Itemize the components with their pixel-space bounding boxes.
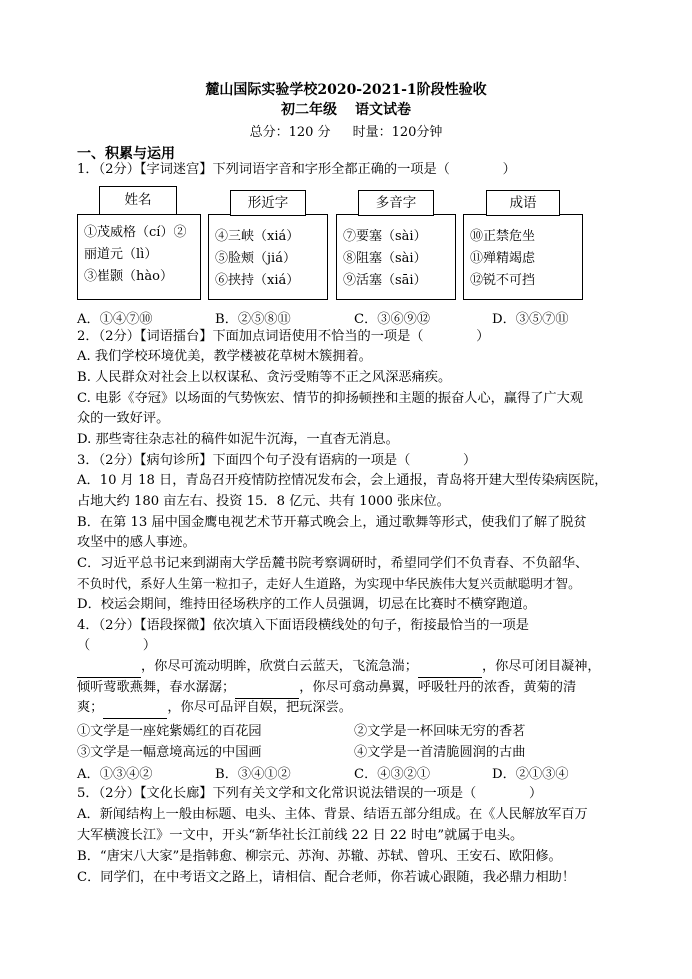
q4-choice: ④文学是一首清脆圆润的古曲 bbox=[354, 745, 526, 760]
q4-choice: ②文学是一杯回味无穷的香茗 bbox=[354, 724, 526, 739]
q3-option-line: B．在第 13 届中国金鹰电视艺术节开幕式晚会上，通过歌舞等形式，使我们了解了脱贫 bbox=[77, 515, 587, 530]
grade-label: 初二年级 bbox=[281, 102, 337, 118]
q3-stem: 3．（2分）【病句诊所】下面四个句子没有语病的一项是（ ） bbox=[77, 453, 477, 468]
q4-paren: （ ） bbox=[77, 638, 157, 653]
subject-label: 语文试卷 bbox=[355, 102, 411, 118]
q3-option-line: C．习近平总书记来到湖南大学岳麓书院考察调研时，希望同学们不负青春、不负韶华、 bbox=[77, 556, 589, 571]
q3-option-line: 攻坚中的感人事迹。 bbox=[77, 535, 196, 550]
q1-box-item: ⑨活塞（sāi） bbox=[343, 273, 427, 288]
q1-label-polyphones: 多音字 bbox=[358, 190, 434, 216]
answer-blank[interactable] bbox=[77, 657, 141, 678]
section-heading: 一、积累与运用 bbox=[77, 146, 175, 162]
time-limit: 时量：120分钟 bbox=[352, 125, 443, 140]
exam-subtitle bbox=[0, 99, 692, 119]
q4-option-a: A．①③④② bbox=[77, 767, 153, 782]
q1-box-polyphones bbox=[336, 214, 456, 300]
q2-option-line: D. 那些寄往杂志社的稿件如泥牛沉海，一直杳无消息。 bbox=[77, 432, 399, 447]
q1-option-a: A．①④⑦⑩ bbox=[77, 312, 153, 327]
q2-option-line: B. 人民群众对社会上以权谋私、贪污受贿等不正之风深恶痛疾。 bbox=[77, 370, 452, 385]
q1-box-item: ⑩正禁危坐 bbox=[470, 229, 536, 244]
q1-option-c: C．③⑥⑨⑫ bbox=[354, 312, 431, 327]
q3-option-line: D．校运会期间，维持田径场秩序的工作人员强调，切忌在比赛时不横穿跑道。 bbox=[77, 597, 536, 612]
q1-label-idioms: 成语 bbox=[486, 190, 560, 216]
q1-option-b: B．②⑤⑧⑪ bbox=[215, 312, 291, 327]
q4-passage-line-1: ，你尽可流动明眸，欣赏白云蓝天，飞流急湍； ，你尽可闭目凝神， bbox=[77, 657, 622, 678]
q1-label-similar-chars: 形近字 bbox=[230, 190, 306, 216]
total-score: 总分：120 分 bbox=[249, 125, 331, 140]
q1-box-item: ⑥挟持（xiá） bbox=[215, 273, 300, 288]
q1-box-item: ①茂威格（cí）② bbox=[84, 225, 187, 240]
q5-option-line: B．“唐宋八大家”是指韩愈、柳宗元、苏洵、苏辙、苏轼、曾巩、王安石、欧阳修。 bbox=[77, 849, 562, 864]
q4-choice: ③文学是一幅意境高远的中国画 bbox=[77, 745, 262, 760]
q3-option-line: 不负时代，系好人生第一粒扣子，走好人生道路，为实现中华民族伟大复兴贡献聪明才智。 bbox=[77, 576, 581, 591]
q1-box-item: ⑤脸颊（jiá） bbox=[215, 251, 296, 266]
q4-passage-line-2: 倾听莺歌燕舞，春水潺潺； ，你尽可翕动鼻翼，呼吸牡丹的浓香，黄菊的清 bbox=[77, 678, 622, 699]
exam-meta bbox=[0, 121, 692, 140]
q5-option-line: 大军横渡长江》一文中，开头“新华社长江前线 22 日 22 时电”就属于电头。 bbox=[77, 828, 524, 843]
q4-option-d: D．②①③④ bbox=[492, 767, 569, 782]
q1-option-d: D．③⑤⑦⑪ bbox=[492, 312, 569, 327]
q4-choice: ①文学是一座姹紫嫣红的百花园 bbox=[77, 724, 262, 739]
q1-box-similar-chars bbox=[208, 214, 328, 300]
q4-option-b: B．③④①② bbox=[215, 767, 291, 782]
q2-option-line: C. 电影《夺冠》以场面的气势恢宏、情节的抑扬顿挫和主题的振奋人心，赢得了广大观 bbox=[77, 391, 583, 406]
q3-option-line: 占地大约 180 亩左右、投资 15．8 亿元、共有 1000 张床位。 bbox=[77, 494, 450, 509]
answer-blank[interactable] bbox=[418, 657, 482, 678]
q1-box-idioms bbox=[463, 214, 583, 300]
q1-box-item: ⑦要塞（sài） bbox=[343, 229, 427, 244]
q3-option-line: A．10 月 18 日，青岛召开疫情防控情况发布会，会上通报，青岛将开建大型传染病医院， bbox=[77, 473, 608, 488]
answer-blank[interactable] bbox=[103, 698, 167, 719]
q5-option-line: A．新闻结构上一般由标题、电头、主体、背景、结语五部分组成。在《人民解放军百万 bbox=[77, 807, 588, 822]
q1-box-item: 丽道元（lì） bbox=[84, 247, 158, 262]
q1-label-names: 姓名 bbox=[99, 186, 177, 215]
q1-box-names bbox=[77, 214, 201, 300]
q2-stem: 2．（2分）【词语擂台】下面加点词语使用不恰当的一项是（ ） bbox=[77, 329, 490, 344]
q1-box-item: ③崔颢（hào） bbox=[84, 269, 173, 284]
q2-option-line: 众的一致好评。 bbox=[77, 411, 170, 426]
q4-passage-line-3: 爽； ，你尽可品评自娱，把玩深尝。 bbox=[77, 698, 622, 719]
q5-option-line: C．同学们，在中考语文之路上，请相信、配合老师，你若诚心跟随，我必鼎力相助！ bbox=[77, 870, 576, 885]
q1-box-item: ⑫锐不可挡 bbox=[470, 273, 536, 288]
q2-option-line: A. 我们学校环境优美，教学楼被花草树木簇拥着。 bbox=[77, 349, 372, 364]
q1-stem: 1．（2分）【字词迷宫】下列词语字音和字形全都正确的一项是（ ） bbox=[77, 162, 516, 177]
q4-option-c: C．④③②① bbox=[354, 767, 431, 782]
q4-stem: 4．（2分）【语段探微】依次填入下面语段横线处的句子，衔接最恰当的一项是 bbox=[77, 618, 529, 633]
q1-box-item: ⑧阻塞（sài） bbox=[343, 251, 427, 266]
q1-box-item: ⑪殚精竭虑 bbox=[470, 251, 536, 266]
q5-stem: 5．（2分）【文化长廊】下列有关文学和文化常识说法错误的一项是（ ） bbox=[77, 786, 543, 801]
answer-blank[interactable] bbox=[235, 678, 299, 699]
q1-box-item: ④三峡（xiá） bbox=[215, 229, 300, 244]
exam-title: 麓山国际实验学校2020-2021-1阶段性验收 bbox=[205, 82, 487, 98]
